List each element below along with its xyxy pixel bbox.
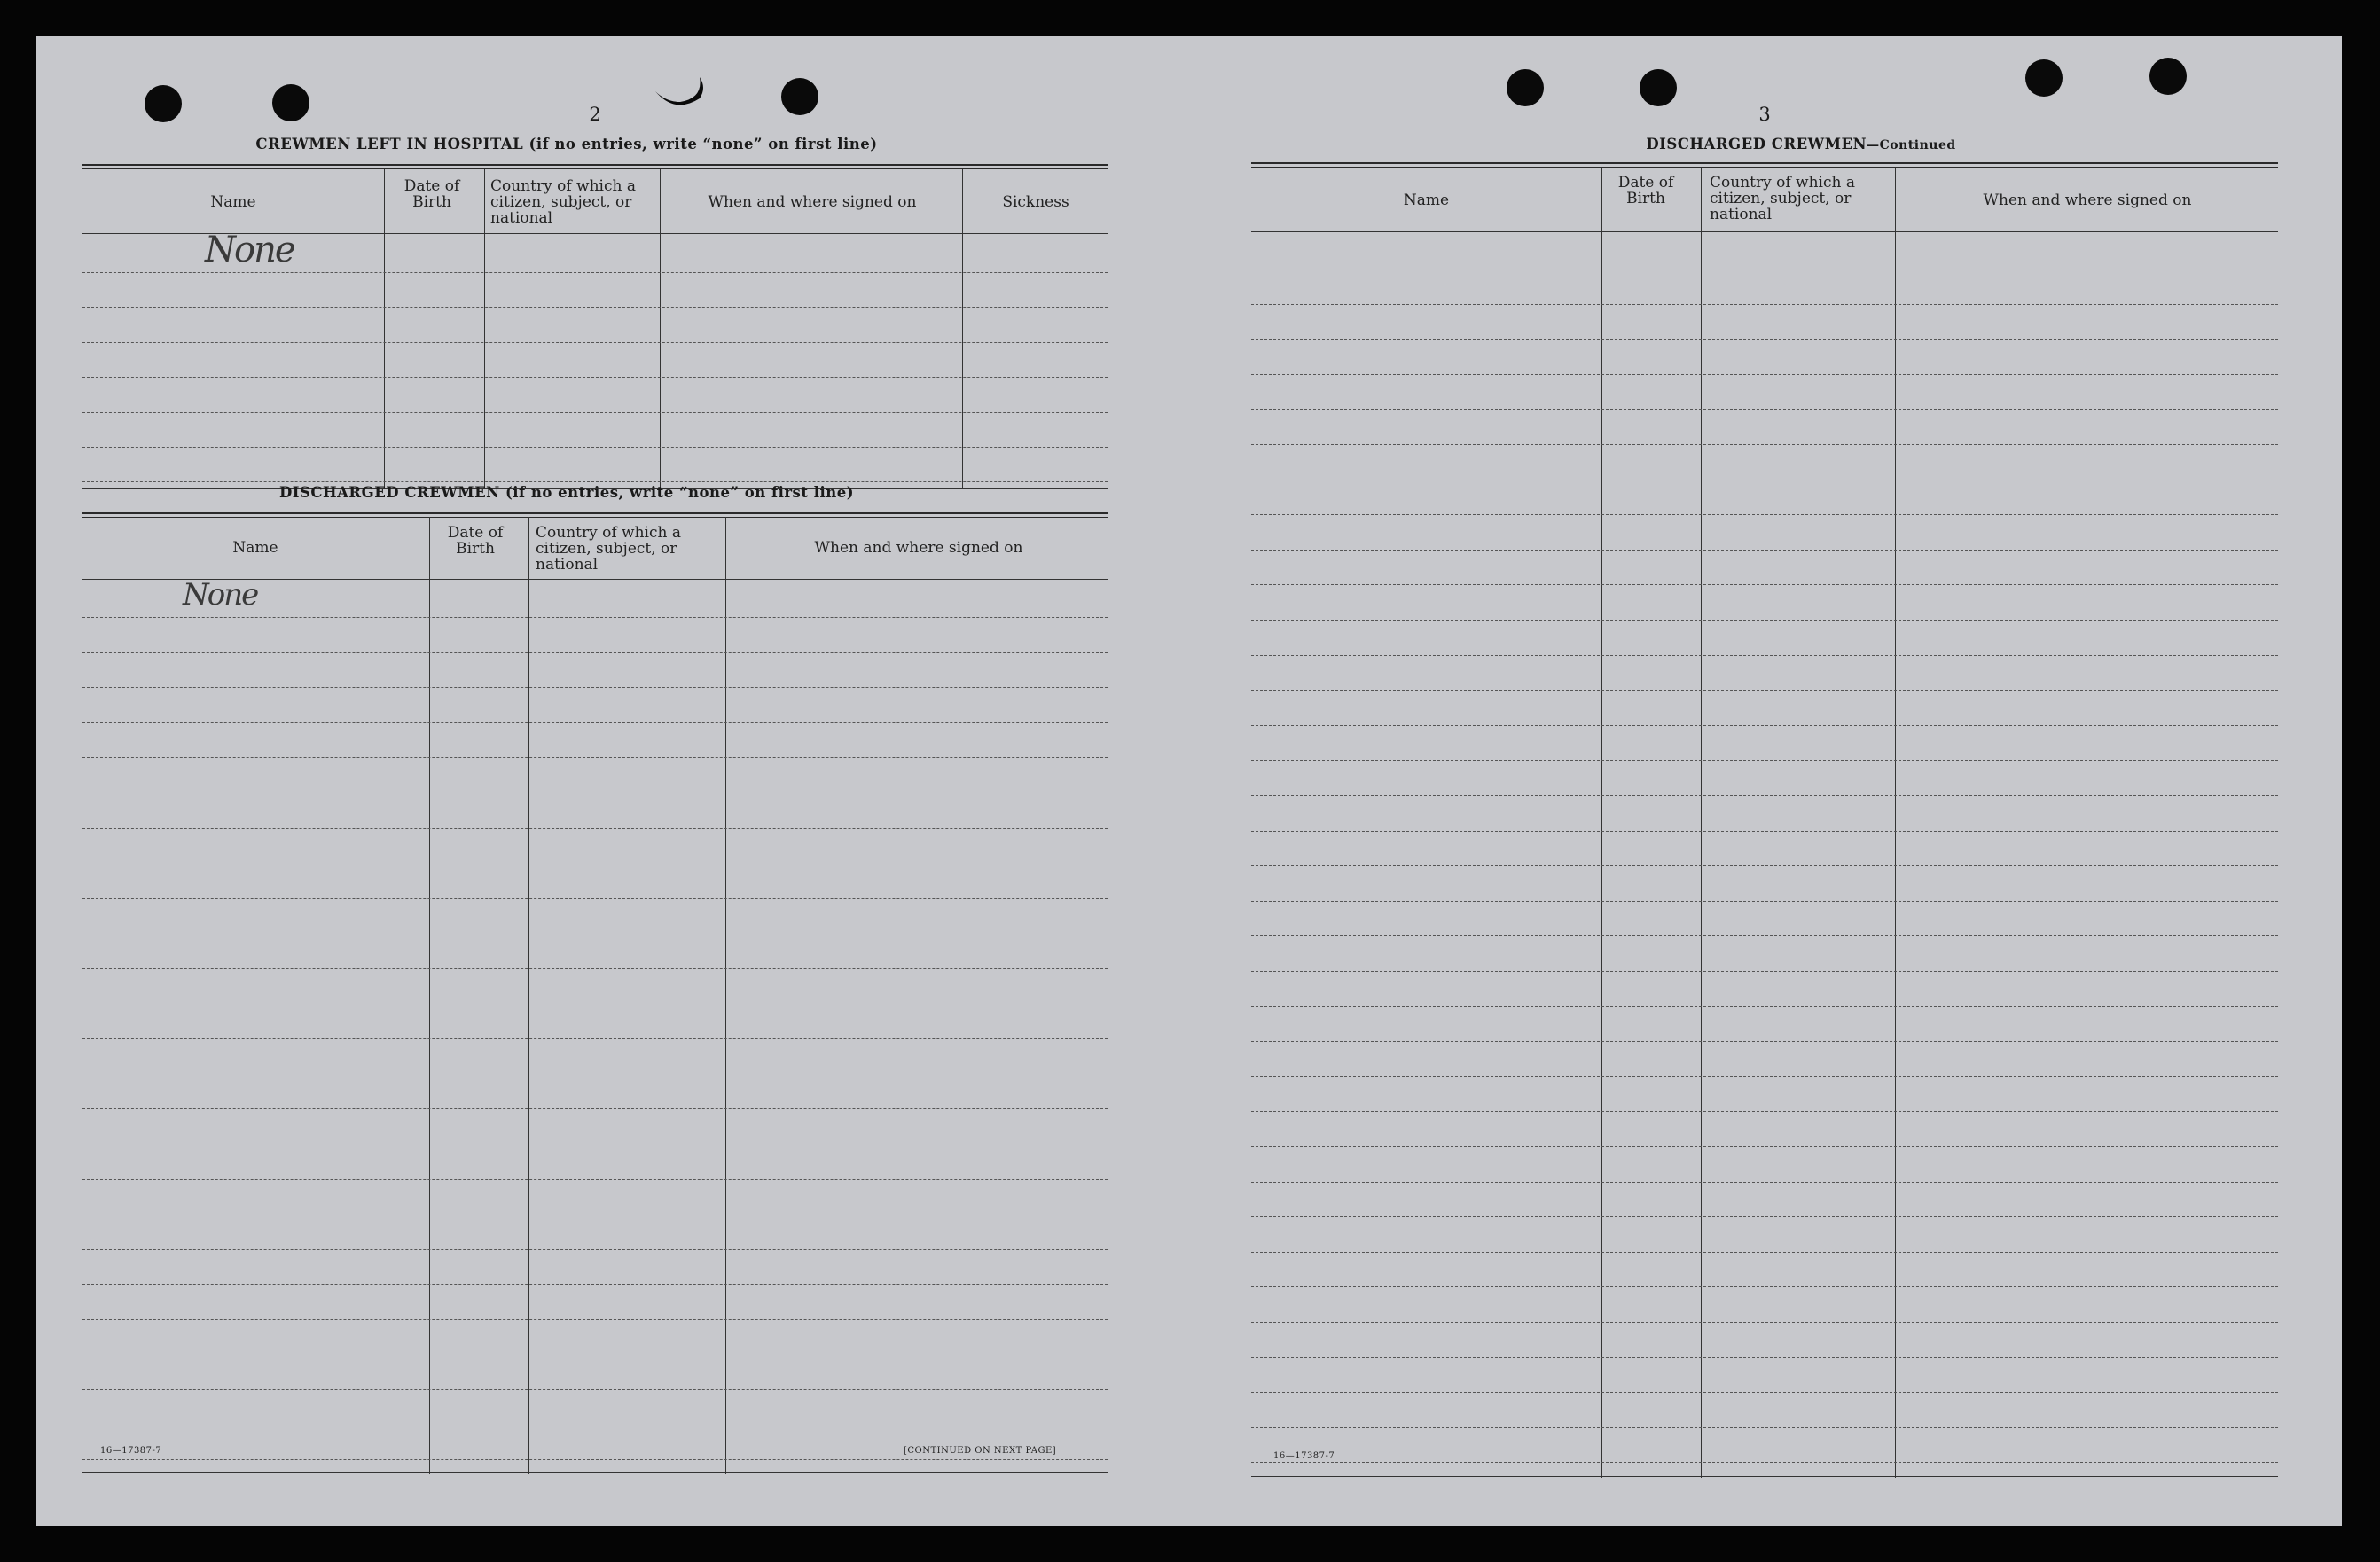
ruled-row-line: [1251, 1076, 2278, 1077]
ruled-row-line: [1251, 725, 2278, 726]
discharged-continued-title-suffix: —Continued: [1867, 138, 1956, 152]
torn-hole-mark: [648, 72, 710, 116]
ruled-row-line: [82, 1459, 1108, 1460]
hospital-top-rule: [82, 164, 1108, 166]
ruled-row-line: [1251, 1252, 2278, 1253]
continued-col-divider: [1601, 168, 1602, 1478]
ruled-row-line: [82, 617, 1108, 618]
punch-hole: [272, 84, 309, 121]
ruled-row-line: [82, 1108, 1108, 1109]
ruled-row-line: [1251, 1146, 2278, 1147]
hospital-col-divider: [660, 169, 661, 488]
hospital-col-sickness: Sickness: [1002, 193, 1069, 211]
hospital-row-line: [82, 412, 1108, 413]
ruled-row-line: [1251, 409, 2278, 410]
hospital-row-line: [82, 342, 1108, 343]
discharged-col-dob: Date of Birth: [447, 524, 504, 558]
hospital-col-divider: [484, 169, 485, 488]
continued-col-divider: [1701, 168, 1702, 1478]
ruled-row-line: [1251, 1392, 2278, 1393]
footer-continued-note: [CONTINUED ON NEXT PAGE]: [904, 1446, 1057, 1456]
page-number-left: 2: [589, 104, 601, 125]
ruled-row-line: [1251, 1427, 2278, 1428]
ruled-row-line: [1251, 1006, 2278, 1007]
continued-header-rule: [1251, 231, 2278, 232]
discharged-continued-title: [1278, 136, 2324, 152]
hospital-section-title: CREWMEN LEFT IN HOSPITAL (if no entries, write “none” on first line): [255, 136, 878, 152]
ruled-row-line: [82, 1179, 1108, 1180]
ruled-row-line: [1251, 1182, 2278, 1183]
discharged-top-rule: [82, 512, 1108, 514]
ruled-row-line: [1251, 1286, 2278, 1287]
footer-form-code: 16—17387-7: [100, 1446, 162, 1456]
hospital-col-name: Name: [210, 193, 256, 211]
discharged-col-country: Country of which a citizen, subject, or national: [536, 524, 681, 574]
ruled-row-line: [82, 1038, 1108, 1039]
footer-form-code-right: 16—17387-7: [1273, 1451, 1335, 1461]
ruled-row-line: [1251, 935, 2278, 936]
hospital-row-line: [82, 272, 1108, 273]
ruled-row-line: [1251, 1216, 2278, 1217]
punch-hole: [1640, 69, 1677, 106]
hospital-col-dob: Date of Birth: [403, 177, 460, 211]
ruled-row-line: [1251, 514, 2278, 515]
ruled-row-line: [1251, 760, 2278, 761]
ruled-row-line: [1251, 550, 2278, 551]
discharged-col-divider: [528, 517, 529, 1474]
discharged-section-title: DISCHARGED CREWMEN (if no entries, write “none” on first line): [278, 484, 855, 501]
ruled-row-line: [1251, 865, 2278, 866]
continued-col-divider: [1895, 168, 1896, 1478]
ruled-row-line: [1251, 339, 2278, 340]
ruled-row-line: [82, 898, 1108, 899]
hospital-col-divider: [384, 169, 385, 488]
discharged-col-divider: [725, 517, 726, 1474]
punch-hole: [2025, 59, 2063, 97]
discharged-bottom-rule: [82, 1472, 1108, 1473]
hospital-top-rule-2: [82, 168, 1108, 169]
hospital-col-signed-on: When and where signed on: [708, 193, 917, 211]
ruled-row-line: [1251, 1357, 2278, 1358]
ruled-row-line: [1251, 1322, 2278, 1323]
discharged-col-name: Name: [232, 539, 278, 557]
ruled-row-line: [1251, 971, 2278, 972]
ruled-row-line: [1251, 1462, 2278, 1463]
ruled-row-line: [1251, 655, 2278, 656]
ruled-row-line: [82, 1319, 1108, 1320]
ruled-row-line: [82, 968, 1108, 969]
punch-hole: [2149, 58, 2187, 95]
hospital-handwritten-entry: None: [205, 230, 294, 270]
ruled-row-line: [1251, 1111, 2278, 1112]
ruled-row-line: [82, 722, 1108, 723]
hospital-row-line: [82, 481, 1108, 482]
ruled-row-line: [1251, 444, 2278, 445]
ruled-row-line: [82, 1284, 1108, 1285]
punch-hole: [1507, 69, 1544, 106]
ruled-row-line: [1251, 374, 2278, 375]
continued-top-rule-2: [1251, 167, 2278, 168]
discharged-col-signed-on: When and where signed on: [814, 539, 1023, 557]
ruled-row-line: [1251, 901, 2278, 902]
punch-hole: [145, 85, 182, 122]
continued-col-name: Name: [1403, 191, 1450, 209]
ruled-row-line: [82, 1249, 1108, 1250]
ruled-row-line: [82, 1389, 1108, 1390]
discharged-handwritten-entry: None: [183, 577, 258, 613]
continued-col-country: Country of which a citizen, subject, or national: [1710, 174, 1855, 223]
ruled-row-line: [1251, 620, 2278, 621]
hospital-col-divider: [962, 169, 963, 488]
punch-hole: [781, 78, 818, 115]
ruled-row-line: [82, 652, 1108, 653]
hospital-col-country: Country of which a citizen, subject, or national: [490, 177, 636, 227]
discharged-col-divider: [429, 517, 430, 1474]
continued-col-dob: Date of Birth: [1617, 174, 1674, 207]
hospital-row-line: [82, 307, 1108, 308]
ruled-row-line: [1251, 795, 2278, 796]
continued-top-rule: [1251, 162, 2278, 164]
ruled-row-line: [1251, 1041, 2278, 1042]
page-number-right: 3: [1758, 104, 1771, 125]
ruled-row-line: [1251, 584, 2278, 585]
document-sheet: [36, 36, 2342, 1526]
discharged-top-rule-2: [82, 517, 1108, 518]
ruled-row-line: [1251, 831, 2278, 832]
continued-bottom-rule: [1251, 1476, 2278, 1477]
ruled-row-line: [82, 687, 1108, 688]
discharged-continued-title-main: DISCHARGED CREWMEN: [1646, 136, 1867, 152]
hospital-row-line: [82, 377, 1108, 378]
ruled-row-line: [82, 828, 1108, 829]
continued-col-signed-on: When and where signed on: [1983, 191, 2192, 209]
ruled-row-line: [1251, 690, 2278, 691]
ruled-row-line: [82, 757, 1108, 758]
ruled-row-line: [1251, 304, 2278, 305]
hospital-row-line: [82, 447, 1108, 448]
